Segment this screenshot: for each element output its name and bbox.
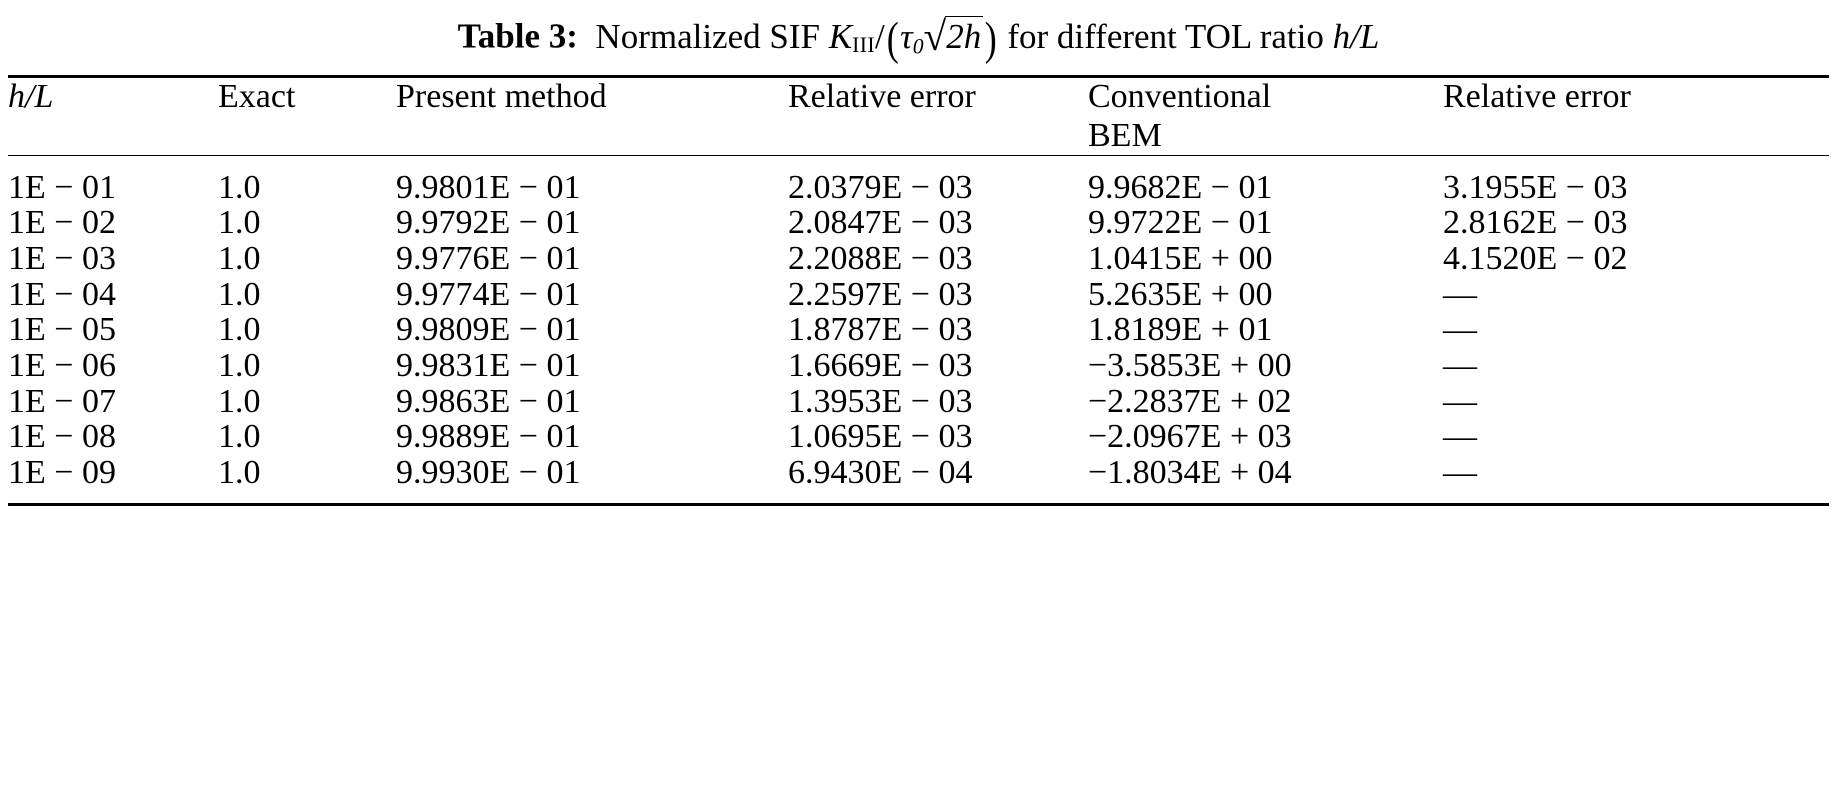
cell-present-method: 9.9792E − 01 [396, 204, 581, 242]
cell-hl: 1E − 07 [8, 382, 116, 420]
cell-hl: 1E − 02 [8, 204, 116, 242]
cell-relative-error-2: — [1443, 418, 1477, 456]
cell-conventional-bem: −1.8034E + 04 [1088, 454, 1292, 492]
cell-conventional-bem: 9.9722E − 01 [1088, 204, 1273, 242]
cell-relative-error-1: 2.0847E − 03 [788, 204, 973, 242]
cell-hl: 1E − 01 [8, 168, 116, 206]
cell-hl: 1E − 03 [8, 239, 116, 277]
caption-tau: τ [900, 16, 913, 56]
caption-symbol-k: K [828, 16, 853, 56]
cell-relative-error-1: 2.2597E − 03 [788, 275, 973, 313]
cell-exact: 1.0 [218, 275, 261, 313]
column-header-relative-error-1: Relative error [788, 78, 976, 116]
cell-relative-error-1: 6.9430E − 04 [788, 454, 973, 492]
cell-hl: 1E − 04 [8, 275, 116, 313]
cell-present-method: 9.9809E − 01 [396, 311, 581, 349]
cell-present-method: 9.9774E − 01 [396, 275, 581, 313]
cell-conventional-bem: 1.0415E + 00 [1088, 239, 1273, 277]
table-row [8, 348, 1829, 384]
cell-present-method: 9.9889E − 01 [396, 418, 581, 456]
cell-present-method: 9.9863E − 01 [396, 382, 581, 420]
caption-symbol-k-subscript: III [852, 32, 876, 57]
cell-hl: 1E − 06 [8, 347, 116, 385]
cell-exact: 1.0 [218, 168, 261, 206]
caption-text-after: for different TOL ratio [1007, 16, 1324, 56]
results-table-body [8, 156, 1829, 503]
cell-relative-error-2: 3.1955E − 03 [1443, 168, 1628, 206]
table-row [8, 419, 1829, 455]
cell-relative-error-1: 2.0379E − 03 [788, 168, 973, 206]
table-row [8, 455, 1829, 503]
cell-relative-error-1: 1.8787E − 03 [788, 311, 973, 349]
column-header-hl: h/L [8, 78, 54, 116]
cell-relative-error-1: 1.6669E − 03 [788, 347, 973, 385]
cell-conventional-bem: 5.2635E + 00 [1088, 275, 1273, 313]
cell-present-method: 9.9801E − 01 [396, 168, 581, 206]
radicand: 2h [946, 17, 982, 57]
cell-exact: 1.0 [218, 204, 261, 242]
cell-exact: 1.0 [218, 454, 261, 492]
cell-exact: 1.0 [218, 382, 261, 420]
cell-present-method: 9.9776E − 01 [396, 239, 581, 277]
cell-conventional-bem: −2.2837E + 02 [1088, 382, 1292, 420]
table-header [8, 78, 1829, 154]
cell-relative-error-1: 1.3953E − 03 [788, 382, 973, 420]
caption-radical [924, 14, 984, 59]
header-row [8, 78, 1829, 154]
cell-hl: 1E − 09 [8, 454, 116, 492]
caption-ratio: h/L [1332, 16, 1380, 56]
cell-relative-error-2: — [1443, 275, 1477, 313]
radical-sign: √ [923, 13, 947, 59]
cell-relative-error-2: 4.1520E − 02 [1443, 239, 1628, 277]
cell-hl: 1E − 05 [8, 311, 116, 349]
table-row [8, 312, 1829, 348]
cell-present-method: 9.9930E − 01 [396, 454, 581, 492]
caption-label: Table 3: [457, 16, 578, 56]
cell-exact: 1.0 [218, 418, 261, 456]
table-row [8, 241, 1829, 277]
caption-text-before: Normalized SIF [595, 16, 820, 56]
column-header-relative-error-2: Relative error [1443, 78, 1631, 116]
cell-relative-error-1: 1.0695E − 03 [788, 418, 973, 456]
cell-exact: 1.0 [218, 239, 261, 277]
cell-conventional-bem: 9.9682E − 01 [1088, 168, 1273, 206]
cell-hl: 1E − 08 [8, 418, 116, 456]
table-body [8, 156, 1829, 503]
table-row [8, 156, 1829, 206]
cell-exact: 1.0 [218, 347, 261, 385]
table-row [8, 384, 1829, 420]
cell-relative-error-2: — [1443, 311, 1477, 349]
cell-present-method: 9.9831E − 01 [396, 347, 581, 385]
column-header-exact: Exact [218, 78, 296, 116]
cell-relative-error-1: 2.2088E − 03 [788, 239, 973, 277]
cell-conventional-bem: −2.0967E + 03 [1088, 418, 1292, 456]
table-row [8, 205, 1829, 241]
column-header-conventional-bem: Conventional BEM [1088, 78, 1272, 154]
cell-relative-error-2: — [1443, 347, 1477, 385]
cell-conventional-bem: 1.8189E + 01 [1088, 311, 1273, 349]
cell-relative-error-2: — [1443, 382, 1477, 420]
table-bottom-rule [8, 503, 1829, 506]
cell-exact: 1.0 [218, 311, 261, 349]
table-caption: Table 3: Normalized SIF KIII/(τ0√2h) for different TOL ratio h/L [457, 12, 1380, 64]
cell-relative-error-2: 2.8162E − 03 [1443, 204, 1628, 242]
caption-slash: / [875, 16, 885, 56]
results-table [8, 78, 1829, 154]
caption-tau-subscript: 0 [912, 34, 924, 59]
column-header-present-method: Present method [396, 78, 607, 116]
cell-relative-error-2: — [1443, 454, 1477, 492]
table-row [8, 277, 1829, 313]
cell-conventional-bem: −3.5853E + 00 [1088, 347, 1292, 385]
